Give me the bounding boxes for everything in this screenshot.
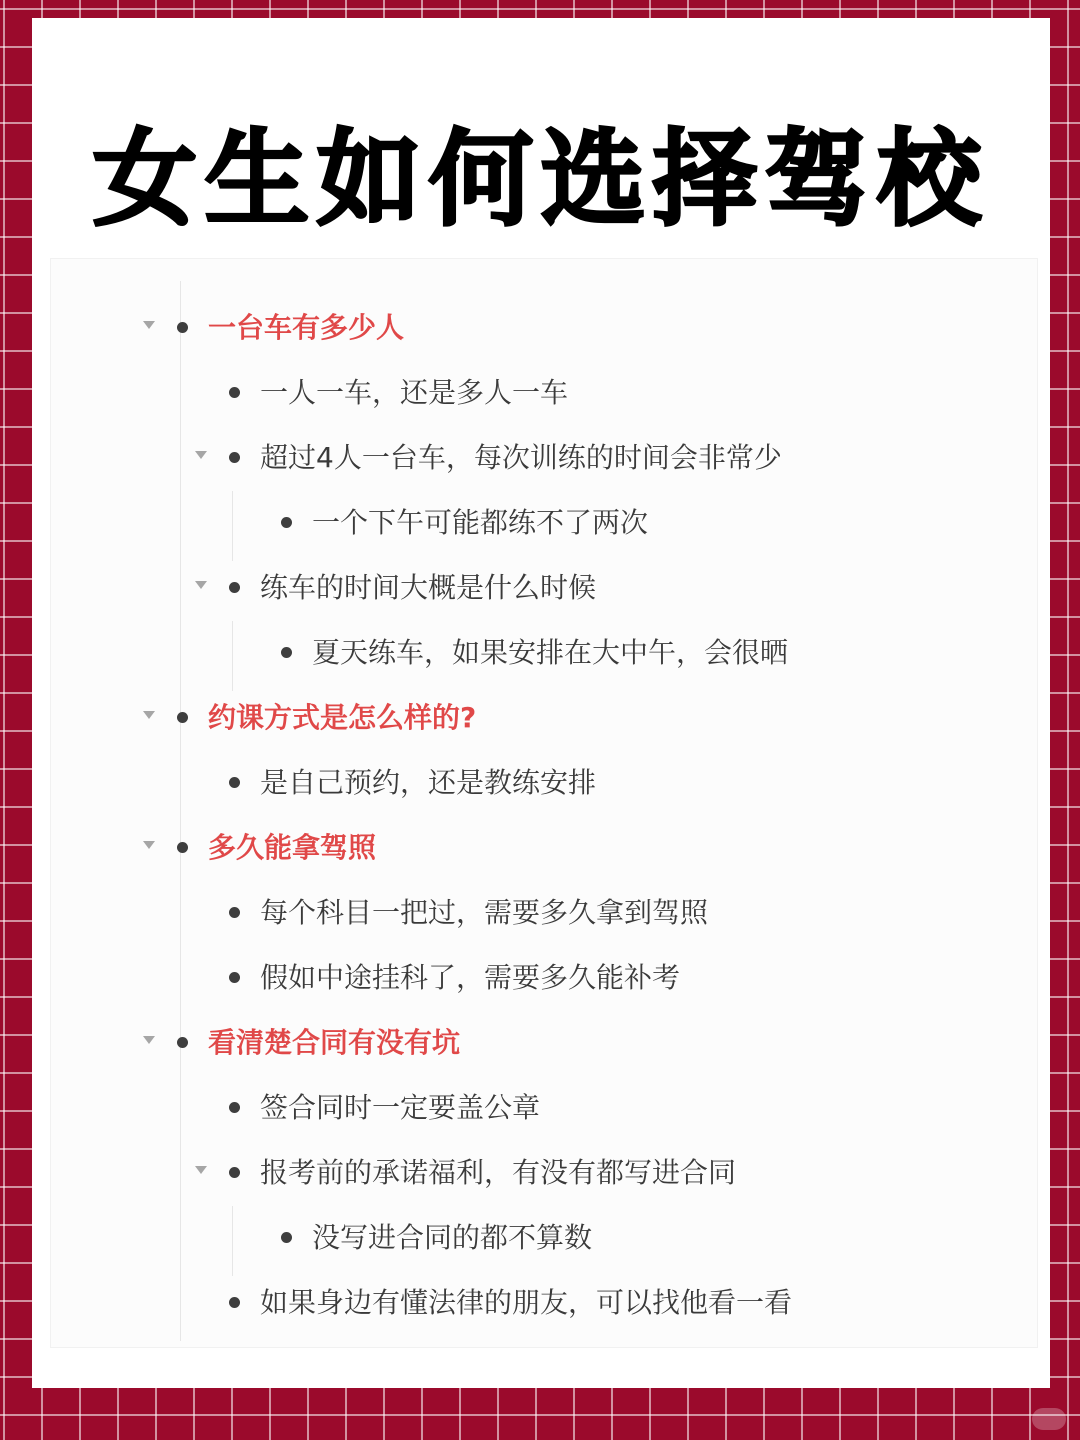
bullet-icon xyxy=(229,582,240,593)
outline-item-label: 是自己预约，还是教练安排 xyxy=(260,766,597,799)
bullet-icon xyxy=(229,1102,240,1113)
collapse-toggle-icon[interactable] xyxy=(195,451,207,459)
outline-item-label: 多久能拿驾照 xyxy=(208,831,377,864)
outline-item-label: 一台车有多少人 xyxy=(208,311,405,344)
outline-item-label: 超过4人一台车，每次训练的时间会非常少 xyxy=(260,441,782,474)
outline-item-label: 报考前的承诺福利，有没有都写进合同 xyxy=(260,1156,737,1189)
collapse-toggle-icon[interactable] xyxy=(143,1036,155,1044)
outline-item-label: 签合同时一定要盖公章 xyxy=(260,1091,541,1124)
bullet-icon xyxy=(229,1167,240,1178)
outline-item-label: 如果身边有懂法律的朋友，可以找他看一看 xyxy=(260,1286,793,1319)
content-card xyxy=(32,18,1050,1388)
outline-panel xyxy=(50,258,1038,1348)
outline-item-label: 约课方式是怎么样的? xyxy=(208,701,477,734)
bullet-icon xyxy=(281,1232,292,1243)
indent-guide xyxy=(232,1206,233,1276)
bullet-icon xyxy=(177,1037,188,1048)
bullet-icon xyxy=(177,712,188,723)
outline-item-label: 练车的时间大概是什么时候 xyxy=(260,571,597,604)
outline-item-label: 假如中途挂科了，需要多久能补考 xyxy=(260,961,681,994)
collapse-toggle-icon[interactable] xyxy=(195,1166,207,1174)
collapse-toggle-icon[interactable] xyxy=(143,321,155,329)
bullet-icon xyxy=(229,972,240,983)
bullet-icon xyxy=(229,1297,240,1308)
outline-item-label: 看清楚合同有没有坑 xyxy=(208,1026,461,1059)
collapse-toggle-icon[interactable] xyxy=(143,841,155,849)
bullet-icon xyxy=(229,777,240,788)
watermark-logo xyxy=(1032,1408,1066,1430)
collapse-toggle-icon[interactable] xyxy=(195,581,207,589)
outline-item-label: 一人一车，还是多人一车 xyxy=(260,376,569,409)
indent-guide xyxy=(232,491,233,561)
outline-item-label: 夏天练车，如果安排在大中午，会很晒 xyxy=(312,636,789,669)
bullet-icon xyxy=(177,322,188,333)
bullet-icon xyxy=(281,517,292,528)
indent-guide xyxy=(232,621,233,691)
page-title: 女生如何选择驾校 xyxy=(92,117,989,240)
bullet-icon xyxy=(281,647,292,658)
outline-item-label: 没写进合同的都不算数 xyxy=(312,1221,593,1254)
bullet-icon xyxy=(229,907,240,918)
bullet-icon xyxy=(177,842,188,853)
indent-guide xyxy=(180,281,181,1341)
bullet-icon xyxy=(229,387,240,398)
collapse-toggle-icon[interactable] xyxy=(143,711,155,719)
outline-item-label: 一个下午可能都练不了两次 xyxy=(312,506,649,539)
outline-item-label: 每个科目一把过，需要多久拿到驾照 xyxy=(260,896,709,929)
bullet-icon xyxy=(229,452,240,463)
